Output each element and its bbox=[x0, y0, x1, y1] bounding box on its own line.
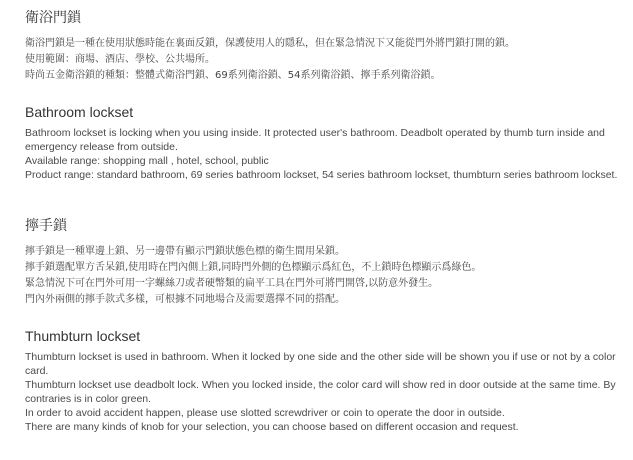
paragraph-line: Thumbturn lockset is used in bathroom. When it locked by one side and the other side will be shown you if use or not by a color card. bbox=[25, 351, 616, 377]
section-thumbturn-lock-zh bbox=[25, 216, 481, 308]
paragraph-line: There are many kinds of knob for your selection, you can choose based on different occasion and request. bbox=[25, 421, 519, 433]
paragraph-line: 擰手鎖選配單方舌呆鎖,使用時在門內側上鎖,同時門外側的色標顯示爲紅色，不上鎖時色標顯示爲綠色。 bbox=[25, 262, 482, 273]
paragraph-line: Bathroom lockset is locking when you using inside. It protected user's bathroom. Deadbolt operated by thumb turn inside and emergency release from outside. bbox=[25, 127, 605, 153]
section-thumbturn-lock-en bbox=[25, 326, 625, 434]
paragraph-line: 時尚五金衛浴鎖的種類：整體式衛浴門鎖、69系列衛浴鎖、54系列衛浴鎖、擰手系列衛浴鎖。 bbox=[25, 70, 441, 81]
paragraph-line: 衛浴門鎖是一種在使用狀態時能在裏面反鎖，保護使用人的隱私，但在緊急情況下又能從門外將門鎖打開的鎖。 bbox=[25, 38, 515, 49]
section-heading: 擰手鎖 bbox=[25, 218, 67, 234]
paragraph-line: Available range: shopping mall , hotel, school, public bbox=[25, 155, 269, 167]
paragraph-line: Product range: standard bathroom, 69 series bathroom lockset, 54 series bathroom lockset, thumbturn series bathroom lockset. bbox=[25, 169, 618, 181]
section-bathroom-lock-en bbox=[25, 102, 625, 182]
paragraph-line: 門內外兩側的擰手款式多樣，可根據不同地場合及需要選擇不同的搭配。 bbox=[25, 294, 345, 305]
section-heading: Bathroom lockset bbox=[25, 104, 134, 120]
paragraph-line: 使用範圍：商場、酒店、學校、公共場所。 bbox=[25, 54, 215, 65]
section-heading: 衛浴門鎖 bbox=[25, 10, 81, 26]
section-heading: Thumbturn lockset bbox=[25, 328, 141, 344]
paragraph-line: 擰手鎖是一種單邊上鎖、另一邊帶有顯示門鎖狀態色標的衛生間用呆鎖。 bbox=[25, 246, 345, 257]
section-bathroom-lock-zh bbox=[25, 8, 515, 84]
paragraph-line: Thumbturn lockset use deadbolt lock. When you locked inside, the color card will show red in door outside at the same time. By contraries is in color green. bbox=[25, 379, 616, 405]
paragraph-line: 緊急情況下可在門外可用一字螺絲刀或者硬幣類的扁平工具在門外可將門開啓,以防意外發生。 bbox=[25, 278, 439, 289]
paragraph-line: In order to avoid accident happen, please use slotted screwdriver or coin to operate the door in outside. bbox=[25, 407, 505, 419]
